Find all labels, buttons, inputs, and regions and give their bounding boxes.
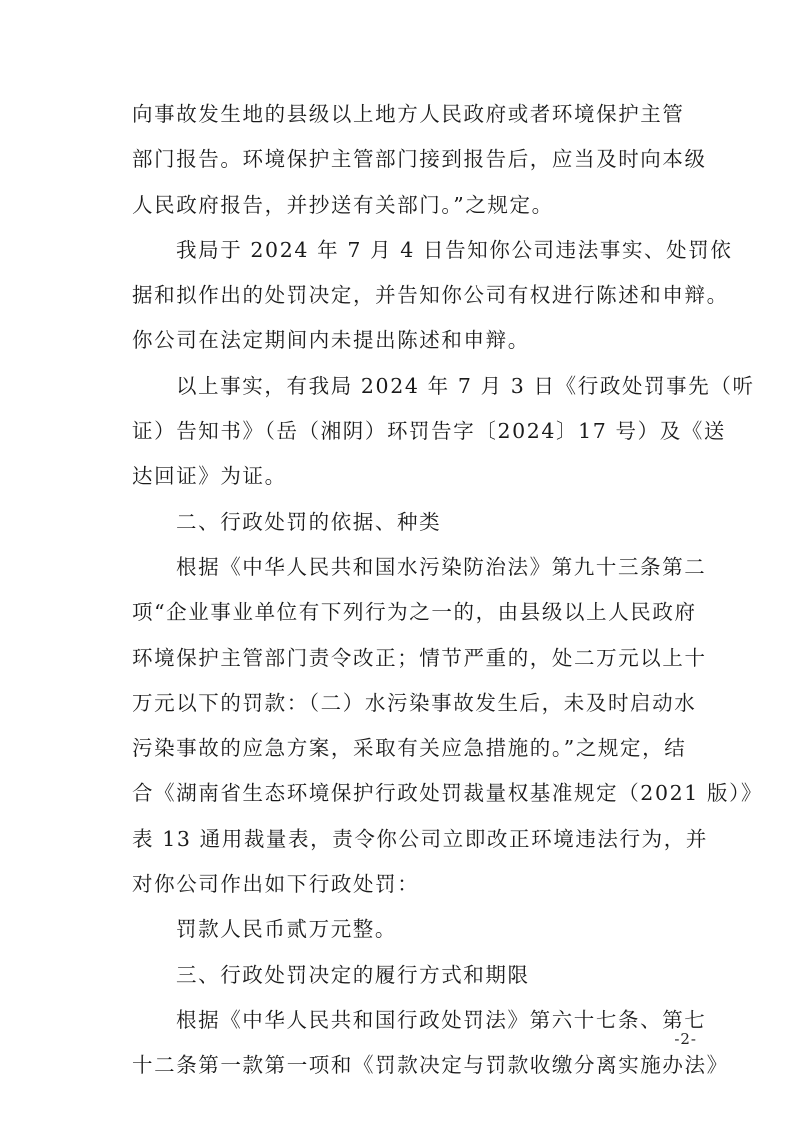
text-line: 向事故发生地的县级以上地方人民政府或者环境保护主管 bbox=[132, 102, 685, 126]
text-line: 合《湖南省生态环境保护行政处罚裁量权基准规定（2021 版）》 bbox=[132, 781, 764, 806]
text-line: 部门报告。环境保护主管部门接到报告后，应当及时向本级 bbox=[132, 147, 707, 172]
document-body bbox=[132, 92, 764, 1089]
text-line: 污染事故的应急方案，采取有关应急措施的。”之规定，结 bbox=[132, 736, 687, 761]
text-line: 十二条第一款第一项和《罚款决定与罚款收缴分离实施办法》 bbox=[132, 1053, 729, 1078]
text-line: 人民政府报告，并抄送有关部门。”之规定。 bbox=[132, 192, 554, 217]
text-line: 达回证》为证。 bbox=[132, 464, 287, 489]
section-heading: 三、行政处罚决定的履行方式和期限 bbox=[176, 962, 530, 987]
text-line: 根据《中华人民共和国水污染防治法》第九十三条第二 bbox=[176, 554, 707, 579]
section-heading: 二、行政处罚的依据、种类 bbox=[176, 509, 442, 534]
penalty-amount: 罚款人民币贰万元整。 bbox=[176, 917, 397, 942]
text-line: 项“企业事业单位有下列行为之一的，由县级以上人民政府 bbox=[132, 600, 697, 625]
text-line: 对你公司作出如下行政处罚： bbox=[132, 872, 420, 897]
text-line: 你公司在法定期间内未提出陈述和申辩。 bbox=[132, 328, 530, 353]
text-line: 证）告知书》（岳（湘阴）环罚告字〔2024〕17 号）及《送 bbox=[132, 419, 727, 444]
text-line: 表 13 通用裁量表，责令你公司立即改正环境违法行为，并 bbox=[132, 826, 708, 851]
text-line: 据和拟作出的处罚决定，并告知你公司有权进行陈述和申辩。 bbox=[132, 283, 729, 308]
text-line: 我局于 2024 年 7 月 4 日告知你公司违法事实、处罚依 bbox=[176, 237, 733, 262]
text-line: 根据《中华人民共和国行政处罚法》第六十七条、第七 bbox=[176, 1007, 707, 1032]
page-number: -2- bbox=[674, 1030, 697, 1048]
text-line: 以上事实，有我局 2024 年 7 月 3 日《行政处罚事先（听 bbox=[176, 373, 755, 398]
text-line: 环境保护主管部门责令改正；情节严重的，处二万元以上十 bbox=[132, 645, 707, 670]
text-line: 万元以下的罚款：（二）水污染事故发生后，未及时启动水 bbox=[132, 690, 697, 715]
